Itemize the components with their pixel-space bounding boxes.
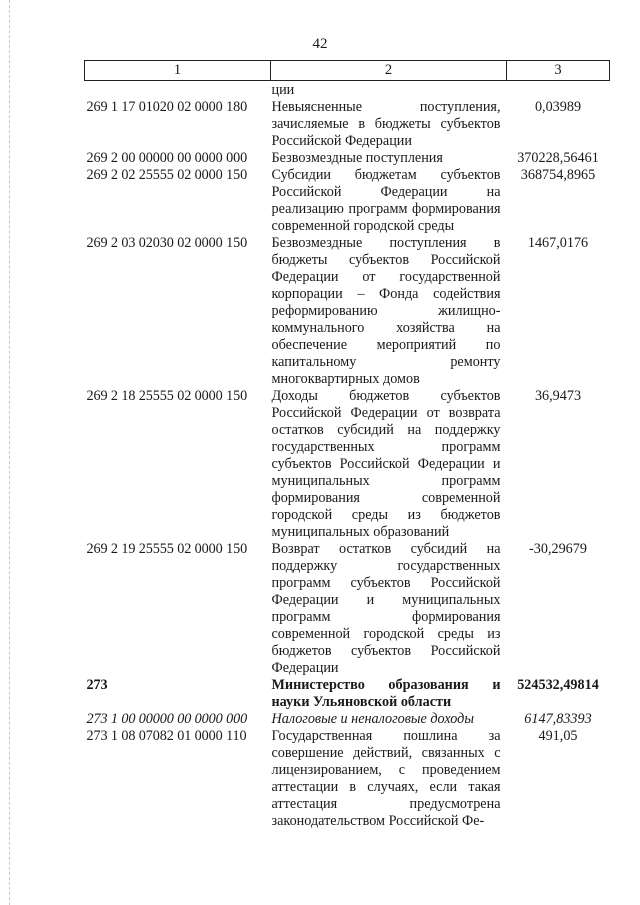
header-col-3: 3 bbox=[507, 61, 610, 81]
row-code: 269 2 18 25555 02 0000 150 bbox=[86, 388, 248, 404]
row-code: 269 2 00 00000 00 0000 000 bbox=[86, 150, 248, 166]
row-name: Государственная пошлина за совершение действий, связанных с лицензированием, с проведением аттестации в случаях, если такая аттестация предусмотрена законодательством Российской Фе- bbox=[271, 728, 501, 829]
row-value: 0,03989 bbox=[534, 99, 582, 115]
row-code: 269 2 19 25555 02 0000 150 bbox=[86, 541, 248, 557]
row-value bbox=[507, 81, 610, 100]
margin-rule bbox=[9, 0, 10, 905]
row-name: Доходы бюджетов субъектов Российской Федерации от возврата остатков субсидий на поддержку государственных программ субъектов Российской Федерации и муниципальных программ формирования современной городской среды из бюджетов муниципальных образований bbox=[271, 388, 501, 540]
row-value: -30,29679 bbox=[529, 541, 587, 557]
row-value: 6147,83393 bbox=[524, 711, 592, 727]
row-name: Возврат остатков субсидий на поддержку государственных программ субъектов Российской Федерации и муниципальных программ формирования современной городской среды из бюджетов субъектов Российской Федерации bbox=[271, 541, 501, 676]
row-name: Безвозмездные поступления в бюджеты субъектов Российской Федерации от государственной корпорации – Фонда содействия реформированию жилищно-коммунального хозяйства на обеспечение мероприятий по капитальному ремонту многоквартирных домов bbox=[271, 235, 501, 387]
row-code: 269 1 17 01020 02 0000 180 bbox=[86, 99, 248, 115]
row-name: Субсидии бюджетам субъектов Российской Федерации на реализацию программ формирования современной городской среды bbox=[271, 167, 501, 234]
row-code: 273 1 08 07082 01 0000 110 bbox=[86, 728, 247, 744]
table-row bbox=[85, 728, 610, 830]
row-code: 269 2 03 02030 02 0000 150 bbox=[86, 235, 248, 251]
table-header-row bbox=[85, 61, 610, 81]
table-row bbox=[85, 388, 610, 541]
row-name: Невыясненные поступления, зачисляемые в бюджеты субъектов Российской Федерации bbox=[271, 99, 501, 149]
row-name: Министерство образования и науки Ульяновской области bbox=[271, 677, 501, 710]
revenue-table bbox=[84, 60, 610, 830]
row-value: 370228,56461 bbox=[517, 150, 599, 166]
row-code: 273 1 00 00000 00 0000 000 bbox=[86, 711, 248, 727]
row-code bbox=[85, 81, 271, 100]
row-value: 36,9473 bbox=[534, 388, 582, 404]
table-row bbox=[85, 167, 610, 235]
row-name: Безвозмездные поступления bbox=[271, 150, 443, 166]
row-value: 368754,8965 bbox=[520, 167, 596, 183]
table-row bbox=[85, 711, 610, 728]
row-code: 269 2 02 25555 02 0000 150 bbox=[86, 167, 248, 183]
page-number: 42 bbox=[312, 36, 328, 52]
table-row bbox=[85, 677, 610, 711]
row-name: ции bbox=[271, 82, 295, 98]
table-row bbox=[85, 99, 610, 150]
row-code: 273 bbox=[86, 677, 108, 693]
table-row bbox=[85, 541, 610, 677]
row-name: Налоговые и неналоговые доходы bbox=[271, 711, 474, 727]
row-value: 491,05 bbox=[538, 728, 578, 744]
table-row bbox=[85, 150, 610, 167]
table-row bbox=[85, 81, 610, 100]
header-col-1: 1 bbox=[85, 61, 271, 81]
header-col-2: 2 bbox=[271, 61, 507, 81]
row-value: 524532,49814 bbox=[517, 677, 599, 693]
row-value: 1467,0176 bbox=[527, 235, 589, 251]
table-row bbox=[85, 235, 610, 388]
